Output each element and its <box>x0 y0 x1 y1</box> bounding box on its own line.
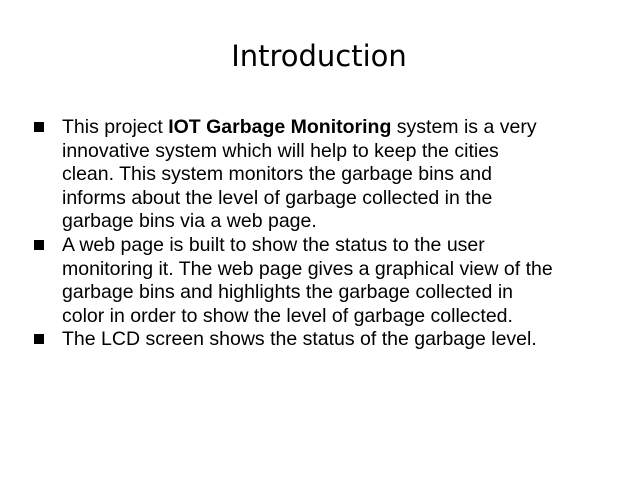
slide-title: Introduction <box>231 39 407 73</box>
square-bullet-icon <box>34 122 44 132</box>
bullet-text: This project <box>62 116 169 138</box>
bullet-line: monitoring it. The web page gives a graphical view of the <box>62 257 553 280</box>
bullet-line: clean. This system monitors the garbage bins and <box>62 163 492 186</box>
bullet-line: A web page is built to show the status to the user <box>62 233 485 256</box>
bullet-line <box>62 116 619 140</box>
bullet-line: color in order to show the level of garbage collected. <box>62 304 513 327</box>
project-name: IOT Garbage Monitoring <box>168 116 392 138</box>
bullet-item <box>34 116 619 234</box>
bullet-line: innovative system which will help to keep the cities <box>62 139 499 162</box>
bullet-line: The LCD screen shows the status of the garbage level. <box>62 328 537 351</box>
bullet-line: informs about the level of garbage collected in the <box>62 186 493 209</box>
bullet-text: system is a very <box>391 116 537 138</box>
square-bullet-icon <box>34 240 44 250</box>
bullet-list <box>34 116 619 352</box>
bullet-line: garbage bins via a web page. <box>62 210 317 233</box>
bullet-item <box>34 328 619 352</box>
square-bullet-icon <box>34 334 44 344</box>
bullet-line: garbage bins and highlights the garbage collected in <box>62 281 513 304</box>
bullet-item <box>34 234 619 328</box>
